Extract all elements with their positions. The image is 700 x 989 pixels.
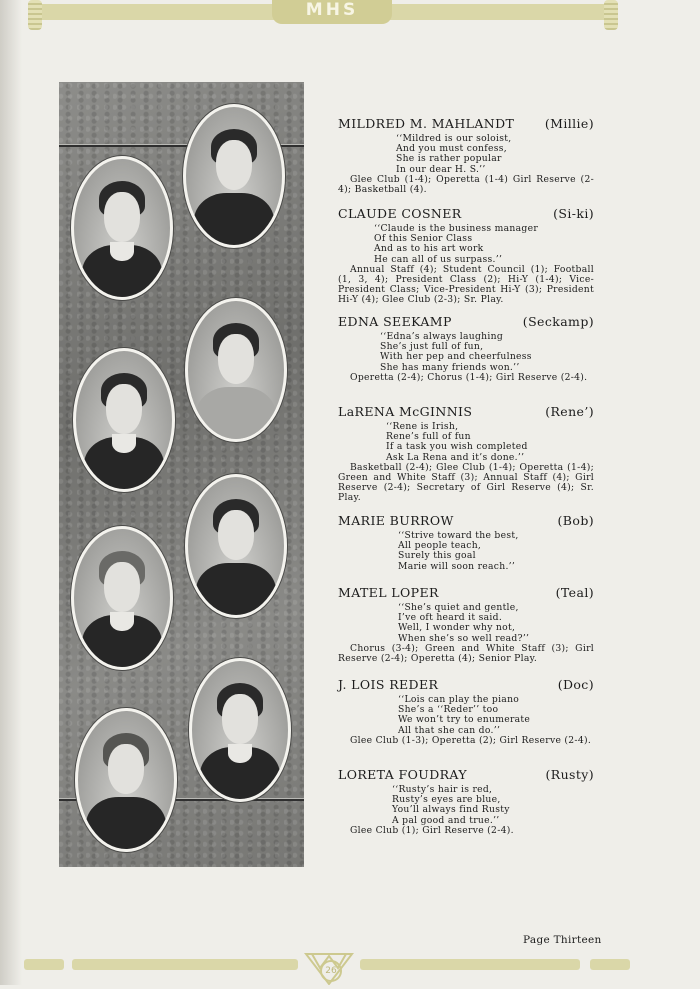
top-banner-badge	[272, 0, 392, 24]
entry-nickname: (Millie)	[544, 116, 594, 131]
portrait-lois-reder	[189, 658, 291, 802]
entry-claude-cosner	[338, 206, 594, 306]
poem-line: And as to his art work	[374, 243, 484, 255]
entry-activities: Chorus (3-4); Green and White Staff (3); Girl Reserve (2-4); Operetta (4); Senior Play.	[338, 642, 594, 665]
photo-panel	[59, 82, 304, 867]
entry-nickname: (Seckamp)	[522, 314, 594, 329]
entry-nickname: (Rene’)	[545, 404, 594, 419]
portrait-claude-cosner	[71, 156, 173, 300]
entry-activities: Glee Club (1-3); Operetta (2); Girl Reserve (2-4).	[350, 734, 592, 746]
poem-line: Surely this goal	[398, 550, 476, 562]
poem-line: He can all of us surpass.’’	[374, 253, 503, 265]
entry-lois-reder	[338, 677, 594, 746]
poem-line: With her pep and cheerfulness	[380, 351, 532, 363]
poem-line: ‘‘Mildred is our soloist,	[396, 133, 512, 144]
poem-line: Well, I wonder why not,	[398, 622, 516, 634]
banner-scroll-left	[28, 0, 42, 30]
poem-line: And you must confess,	[396, 143, 507, 155]
entry-name: LORETA FOUDRAY	[338, 767, 468, 782]
entry-mildred-mahlandt	[338, 116, 594, 195]
bottom-banner-segment	[590, 959, 630, 970]
portrait-mildred-mahlandt	[183, 104, 285, 248]
poem-line: Marie will soon reach.’’	[398, 560, 516, 572]
entry-poem	[396, 134, 594, 175]
poem-line: ‘‘Lois can play the piano	[398, 694, 520, 705]
entry-activities: Glee Club (1-4); Operetta (1-4) Girl Reserve (2-4); Basketball (4).	[338, 173, 594, 196]
page-number: Page Thirteen	[523, 934, 602, 946]
entry-name: LaRENA McGINNIS	[338, 404, 473, 419]
page-binding-shadow	[0, 0, 22, 985]
portrait-marie-burrow	[185, 474, 287, 618]
entry-activities: Basketball (2-4); Glee Club (1-4); Operetta (1-4); Green and White Staff (3); Annual Staff (4); Girl Reserve (2-4); Secretary of Girl Reserve (4); Sr. Play.	[338, 461, 594, 504]
entry-poem	[398, 695, 594, 736]
poem-line: She is rather popular	[396, 153, 502, 165]
bottom-banner	[24, 950, 630, 985]
entry-edna-seekamp	[338, 314, 594, 383]
poem-line: She’s just full of fun,	[380, 341, 484, 353]
entry-poem	[380, 332, 594, 373]
portrait-matel-loper	[71, 526, 173, 670]
poem-line: Of this Senior Class	[374, 233, 473, 245]
poem-line: ‘‘She’s quiet and gentle,	[398, 602, 519, 613]
bottom-banner-segment	[360, 959, 580, 970]
poem-line: She’s a ‘‘Reder’’ too	[398, 704, 499, 716]
poem-line: Ask La Rena and it’s done.’’	[386, 451, 525, 463]
poem-line: All that she can do.’’	[398, 724, 501, 736]
poem-line: In our dear H. S.’’	[396, 163, 486, 175]
entry-nickname: (Si-ki)	[553, 206, 594, 221]
poem-line: I’ve oft heard it said.	[398, 612, 503, 624]
poem-line: Rusty’s eyes are blue,	[392, 794, 501, 806]
poem-line: ‘‘Claude is the business manager	[374, 223, 539, 234]
entry-name: EDNA SEEKAMP	[338, 314, 452, 329]
mhs-emblem-icon	[304, 950, 354, 985]
entry-poem	[398, 531, 594, 572]
portrait-edna-seekamp	[185, 298, 287, 442]
entry-poem	[398, 603, 594, 644]
entry-name: J. LOIS REDER	[338, 677, 439, 692]
poem-line: When she’s so well read?’’	[398, 632, 530, 644]
entry-nickname: (Teal)	[555, 585, 594, 600]
bottom-banner-segment	[24, 959, 64, 970]
portrait-loreta-foudray	[75, 708, 177, 852]
poem-line: She has many friends won.’’	[380, 361, 520, 373]
poem-line: ‘‘Rene is Irish,	[386, 421, 459, 432]
entry-nickname: (Bob)	[557, 513, 594, 528]
entry-nickname: (Doc)	[557, 677, 594, 692]
entry-activities: Annual Staff (4); Student Council (1); Football (1, 3, 4); President Class (2); Hi-Y (1-4); Vice-President Class; Vice-President Hi-Y (3); President Hi-Y (4); Glee Club (2-3); Sr. Play.	[338, 263, 594, 306]
entry-name: MILDRED M. MAHLANDT	[338, 116, 515, 131]
poem-line: If a task you wish completed	[386, 441, 528, 453]
entry-name: CLAUDE COSNER	[338, 206, 462, 221]
entry-nickname: (Rusty)	[545, 767, 594, 782]
entry-name: MATEL LOPER	[338, 585, 439, 600]
poem-line: Rene’s full of fun	[386, 431, 471, 443]
entry-activities: Glee Club (1); Girl Reserve (2-4).	[350, 824, 514, 836]
poem-line: ‘‘Edna’s always laughing	[380, 331, 504, 342]
entry-matel-loper	[338, 585, 594, 664]
entry-poem	[374, 224, 594, 265]
poem-line: You’ll always find Rusty	[392, 804, 510, 816]
entry-marie-burrow	[338, 513, 594, 572]
banner-scroll-right	[604, 0, 618, 30]
emblem-number: 26	[320, 960, 342, 982]
entry-larena-mcginnis	[338, 404, 594, 504]
bottom-banner-segment	[72, 959, 298, 970]
poem-line: ‘‘Rusty’s hair is red,	[392, 784, 493, 795]
banner-text: MHS	[305, 0, 359, 20]
entry-loreta-foudray	[338, 767, 594, 836]
poem-line: A pal good and true.’’	[392, 814, 500, 826]
entry-poem	[392, 785, 594, 826]
portrait-larena-mcginnis	[73, 348, 175, 492]
entry-poem	[386, 422, 594, 463]
entry-activities: Operetta (2-4); Chorus (1-4); Girl Reserve (2-4).	[350, 371, 588, 383]
poem-line: ‘‘Strive toward the best,	[398, 530, 519, 541]
entry-name: MARIE BURROW	[338, 513, 454, 528]
poem-line: We won’t try to enumerate	[398, 714, 531, 726]
poem-line: All people teach,	[398, 540, 482, 552]
top-banner	[28, 0, 618, 26]
